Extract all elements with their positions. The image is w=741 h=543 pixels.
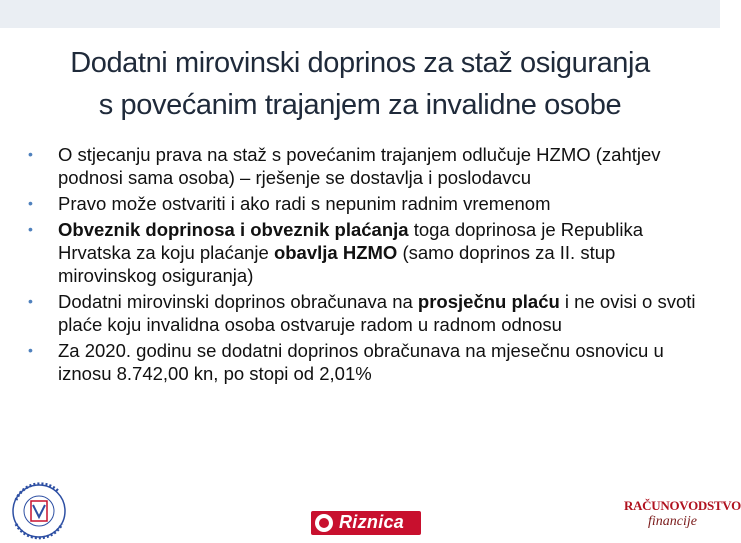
bullet-dot-icon: •	[28, 221, 33, 237]
bullet-dot-icon: •	[28, 195, 33, 211]
riznica-logo-text: Riznica	[339, 512, 405, 532]
slide-title-line-1: Dodatni mirovinski doprinos za staž osiguranja	[70, 47, 650, 79]
bullet-text: Pravo može ostvariti i ako radi s nepunim radnim vremenom	[58, 193, 551, 214]
racunovodstvo-logo	[622, 496, 741, 538]
bullet-text: Za 2020. godinu se dodatni doprinos obračunava na mjesečnu osnovicu u iznosu 8.742,00 kn, po stopi od 2,01%	[58, 340, 664, 384]
association-seal-logo	[4, 480, 74, 538]
bullet-text: toga doprinosa je Republika Hrvatska za koju plaćanje	[58, 219, 644, 263]
bullet-text: (samo doprinos za II. stup mirovinskog osiguranja)	[58, 242, 616, 286]
bullet-item	[28, 143, 698, 189]
bullet-item	[28, 290, 698, 336]
bullet-item	[28, 192, 698, 215]
slide-title	[20, 42, 700, 126]
bullet-dot-icon: •	[28, 342, 33, 358]
bullet-item	[28, 339, 698, 385]
top-band	[0, 0, 720, 28]
bullet-dot-icon: •	[28, 293, 33, 309]
bullet-item	[28, 218, 698, 287]
slide-title-line-2: s povećanim trajanjem za invalidne osobe	[98, 89, 622, 121]
bullet-bold-text: Obveznik doprinosa i obveznik plaćanja	[58, 219, 409, 240]
riznica-logo	[311, 511, 421, 535]
riznica-emblem-icon	[315, 514, 333, 532]
bullet-bold-text: prosječnu plaću	[417, 291, 560, 312]
racunovodstvo-logo-top: RAČUNOVODSTVO	[624, 498, 741, 513]
bullet-dot-icon: •	[28, 146, 33, 162]
bullet-text: i ne ovisi o svoti plaće koju invalidna osoba ostvaruje radom u radnom odnosu	[58, 291, 696, 335]
footer	[0, 478, 741, 540]
bullet-text: O stjecanju prava na staž s povećanim trajanjem odlučuje HZMO (zahtjev podnosi sama osoba) – rješenje se dostavlja i poslodavcu	[58, 144, 661, 188]
bullet-list	[28, 143, 698, 388]
bullet-bold-text: obavlja HZMO	[273, 242, 398, 263]
bullet-text: Dodatni mirovinski doprinos obračunava na	[58, 291, 418, 312]
racunovodstvo-logo-bottom: financije	[648, 514, 697, 529]
